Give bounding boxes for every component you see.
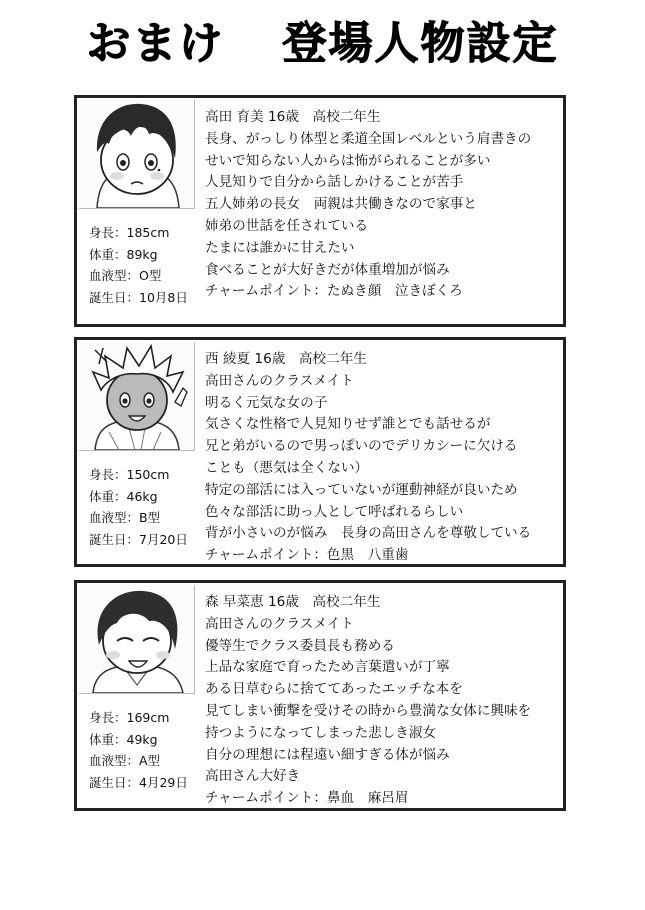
profile-line: 見てしまい衝撃を受けその時から豊満な女体に興味を [205,702,532,719]
profile-charm-point: チャームポイント：色黒 八重歯 [205,547,409,564]
character-card-mori [74,580,566,811]
character-card-takada [74,95,566,327]
stat-weight: 体重：49kg [89,731,158,747]
profile-line: 高田さん大好き [205,768,301,785]
profile-charm-point: チャームポイント：鼻血 麻呂眉 [205,790,409,807]
stat-birthday: 誕生日：4月29日 [89,774,188,790]
stat-height: 身長：169cm [89,710,170,725]
stat-weight: 体重：89kg [89,246,158,262]
stat-height: 身長：150cm [89,467,170,482]
stats-list [89,707,188,793]
profile-line: 上品な家庭で育ったため言葉遣いが丁寧 [205,659,450,676]
profile-line: たまには誰かに甘えたい [205,239,355,256]
profile-line: 食べることが大好きだが体重増加が悩み [205,261,450,278]
profile-line: 兄と弟がいるので男っぽいのでデリカシーに欠ける [205,438,518,455]
profile-description [205,592,559,810]
profile-left-column [77,98,199,324]
stat-birthday: 誕生日：7月20日 [89,531,188,547]
stat-blood-type: 血液型：B型 [89,510,161,525]
profile-name-line: 森 早菜恵 16歳 高校二年生 [205,594,381,610]
stat-blood-type: 血液型：A型 [89,753,161,768]
profile-charm-point: チャームポイント：たぬき顔 泣きぼくろ [205,283,463,300]
profile-line: 明るく元気な女の子 [205,394,328,411]
profile-line: 背が小さいのが悩み 長身の高田さんを尊敬している [205,525,532,542]
character-portrait [79,585,195,694]
stat-height: 身長：185cm [89,225,170,240]
profile-left-column [77,583,199,808]
profile-line: 特定の部活には入っていないが運動神経が良いため [205,481,518,498]
profile-line: 優等生でクラス委員長も務める [205,637,395,654]
profile-description [205,349,559,567]
profile-line: 高田さんのクラスメイト [205,372,354,389]
character-portrait [79,100,195,209]
profile-line: 色々な部活に助っ人として呼ばれるらしい [205,503,464,520]
character-portrait [79,342,195,451]
stats-list [89,222,188,308]
profile-line: 長身、がっしり体型と柔道全国レベルという肩書きの [205,130,532,147]
profile-description [205,107,559,303]
profile-line: 自分の理想には程遠い細すぎる体が悩み [205,746,450,763]
profile-line: 気さくな性格で人見知りせず誰とでも話せるが [205,416,491,433]
stat-blood-type: 血液型：O型 [89,268,162,283]
stat-weight: 体重：46kg [89,488,158,504]
profile-line: ことも（悪気は全くない） [205,459,369,476]
stat-birthday: 誕生日：10月8日 [89,289,188,305]
profile-line: 高田さんのクラスメイト [205,615,354,632]
title-characters: 登場人物設定 [282,18,559,69]
profile-line: 五人姉弟の長女 両親は共働きなので家事と [205,196,477,213]
profile-left-column [77,340,199,564]
profile-name-line: 西 綾夏 16歳 高校二年生 [205,351,367,367]
stats-list [89,464,188,550]
profile-line: 持つようになってしまった悲しき淑女 [205,724,437,741]
profile-line: 人見知りで自分から話しかけることが苦手 [205,174,464,191]
character-card-nishi [74,337,566,567]
title-omake: おまけ [86,18,225,69]
profile-name-line: 高田 育美 16歳 高校二年生 [205,109,381,125]
profile-line: せいで知らない人からは怖がられることが多い [205,152,491,169]
page-title [0,12,645,76]
profile-line: ある日草むらに捨ててあったエッチな本を [205,681,463,698]
profile-line: 姉弟の世話を任されている [205,217,369,234]
